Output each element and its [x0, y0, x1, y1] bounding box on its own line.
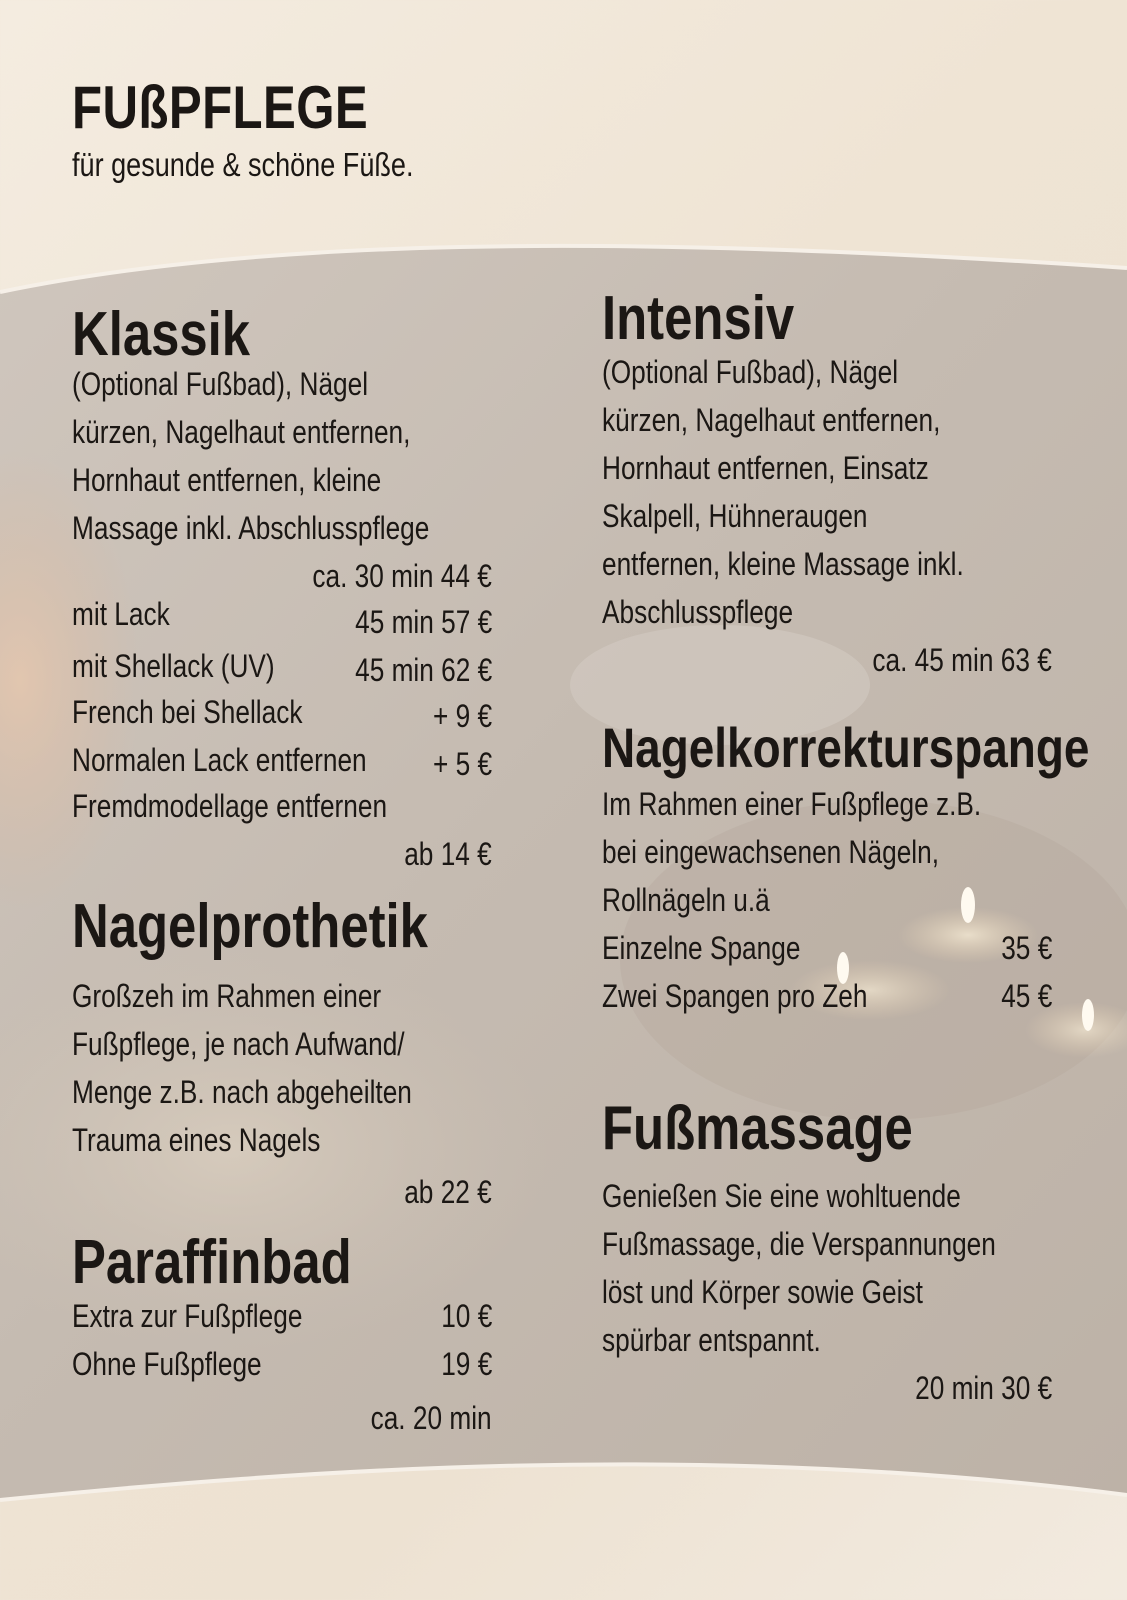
option-price: 35 € — [1000, 930, 1052, 966]
klassik-extra-price: ab 14 € — [404, 836, 492, 872]
nagelprothetik-desc-line: Trauma eines Nagels — [72, 1122, 321, 1158]
intensiv-desc-line: Skalpell, Hühneraugen — [602, 498, 868, 534]
paraffinbad-heading: Paraffinbad — [72, 1228, 352, 1297]
fussmassage-desc-line: Fußmassage, die Verspannungen — [602, 1226, 996, 1262]
klassik-desc-line: Massage inkl. Abschlusspflege — [72, 510, 430, 546]
right-column — [602, 284, 1090, 1444]
klassik-option-row — [72, 736, 492, 784]
option-label: Extra zur Fußpflege — [72, 1298, 303, 1334]
nagelkorrektur-option-row — [602, 924, 1052, 972]
klassik-extra-label: Fremdmodellage entfernen — [72, 788, 388, 824]
intensiv-price: ca. 45 min 63 € — [872, 642, 1052, 678]
intensiv-desc-line: (Optional Fußbad), Nägel — [602, 354, 899, 390]
option-price: 45 € — [1000, 978, 1052, 1014]
nagelkorrektur-option-row — [602, 972, 1052, 1020]
fussmassage-price: 20 min 30 € — [914, 1370, 1052, 1406]
nagelprothetik-heading: Nagelprothetik — [72, 892, 428, 961]
nagelkorrektur-heading: Nagelkorrekturspange — [602, 716, 1090, 779]
nagelkorrektur-desc-line: Rollnägeln u.ä — [602, 882, 770, 918]
option-price: 10 € — [440, 1298, 492, 1334]
nagelprothetik-price: ab 22 € — [404, 1174, 492, 1210]
option-label: mit Lack — [72, 596, 170, 632]
option-label: Zwei Spangen pro Zeh — [602, 978, 868, 1014]
option-label: Ohne Fußpflege — [72, 1346, 262, 1382]
klassik-option-row — [72, 590, 492, 638]
option-label: Einzelne Spange — [602, 930, 801, 966]
fussmassage-heading: Fußmassage — [602, 1094, 913, 1163]
klassik-base-price: ca. 30 min 44 € — [312, 558, 492, 594]
option-label: French bei Shellack — [72, 694, 303, 730]
fussmassage-desc-line: löst und Körper sowie Geist — [602, 1274, 923, 1310]
nagelprothetik-desc-line: Fußpflege, je nach Aufwand/ — [72, 1026, 405, 1062]
klassik-heading: Klassik — [72, 300, 251, 369]
option-price: 45 min 57 € — [354, 604, 492, 640]
fussmassage-desc-line: spürbar entspannt. — [602, 1322, 821, 1358]
page-title: FUßPFLEGE — [72, 74, 369, 141]
option-label: mit Shellack (UV) — [72, 648, 275, 684]
left-column — [72, 300, 492, 1480]
nagelprothetik-desc-line: Menge z.B. nach abgeheilten — [72, 1074, 412, 1110]
paraffinbad-option-row — [72, 1340, 492, 1388]
option-price: + 9 € — [432, 698, 492, 734]
klassik-desc-line: (Optional Fußbad), Nägel — [72, 366, 369, 402]
page-subtitle: für gesunde & schöne Füße. — [72, 146, 414, 183]
intensiv-heading: Intensiv — [602, 284, 795, 353]
option-price: 45 min 62 € — [354, 652, 492, 688]
option-price: 19 € — [440, 1346, 492, 1382]
klassik-desc-line: Hornhaut entfernen, kleine — [72, 462, 382, 498]
nagelprothetik-desc-line: Großzeh im Rahmen einer — [72, 978, 382, 1014]
paraffinbad-duration: ca. 20 min — [370, 1400, 492, 1436]
fussmassage-desc-line: Genießen Sie eine wohltuende — [602, 1178, 961, 1214]
klassik-desc-line: kürzen, Nagelhaut entfernen, — [72, 414, 411, 450]
intensiv-desc-line: entfernen, kleine Massage inkl. — [602, 546, 964, 582]
paraffinbad-option-row — [72, 1292, 492, 1340]
nagelkorrektur-desc-line: bei eingewachsenen Nägeln, — [602, 834, 939, 870]
option-label: Normalen Lack entfernen — [72, 742, 367, 778]
intensiv-desc-line: Hornhaut entfernen, Einsatz — [602, 450, 929, 486]
intensiv-desc-line: Abschlusspflege — [602, 594, 794, 630]
nagelkorrektur-desc-line: Im Rahmen einer Fußpflege z.B. — [602, 786, 982, 822]
intensiv-desc-line: kürzen, Nagelhaut entfernen, — [602, 402, 941, 438]
klassik-option-row — [72, 642, 492, 690]
option-price: + 5 € — [432, 746, 492, 782]
klassik-option-row — [72, 688, 492, 736]
